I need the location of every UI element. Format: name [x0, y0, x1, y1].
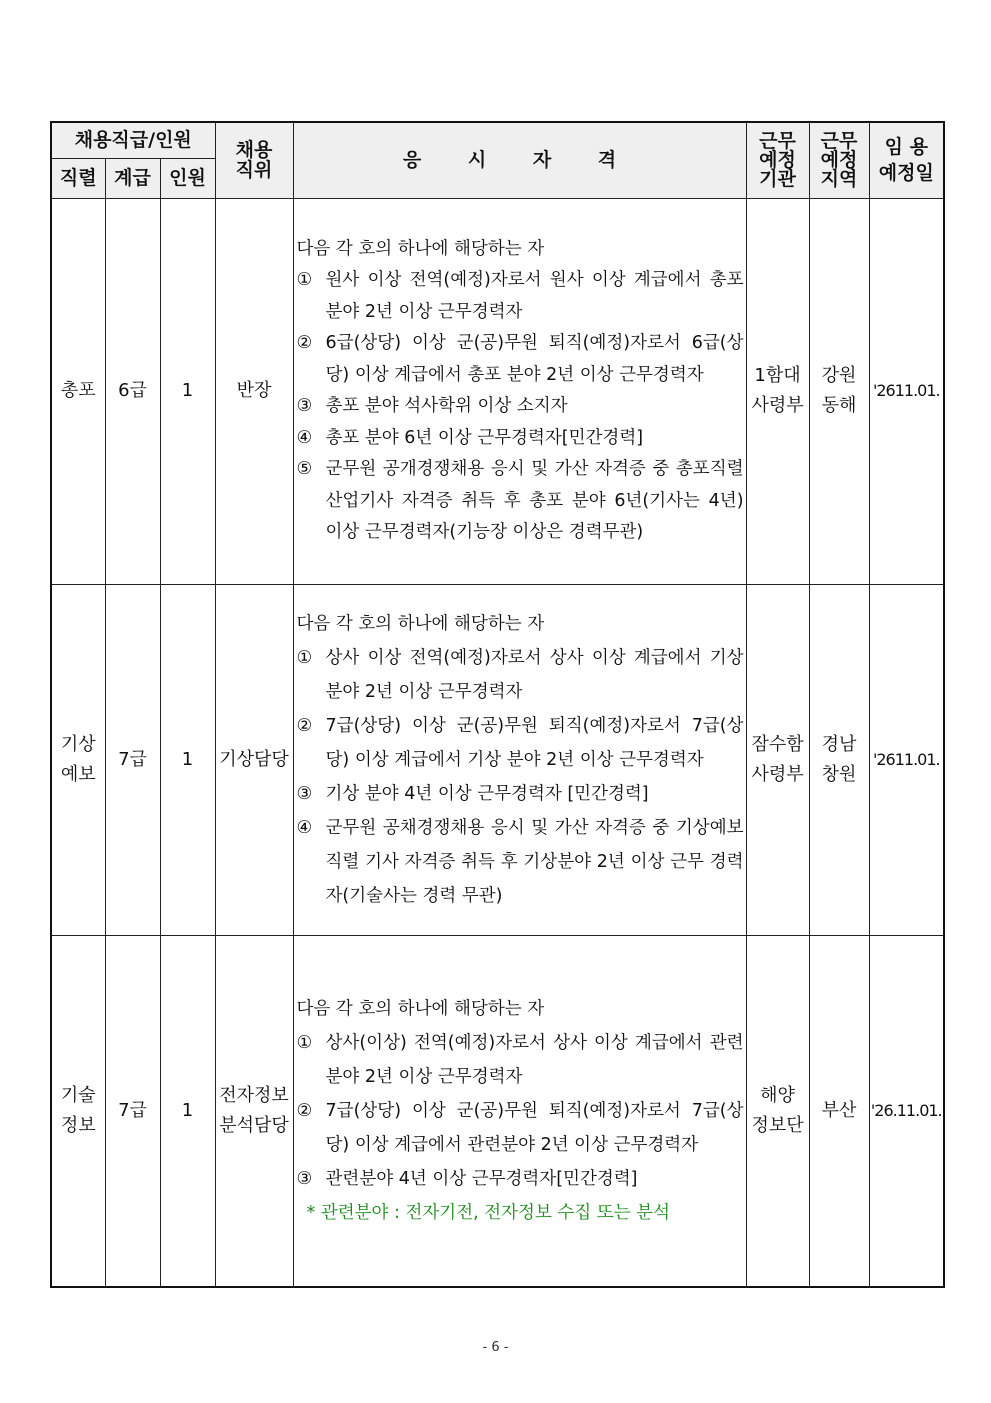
- header-region: 근무 예정 지역: [809, 122, 869, 198]
- header-date: 임 용 예정일: [869, 122, 944, 198]
- count-cell: 1: [160, 935, 215, 1287]
- qualification-item: ④ 군무원 공채경쟁채용 응시 및 가산 자격증 중 기상예보 직렬 기사 자격증 취득 후 기상분야 2년 이상 근무 경력자(기술사는 경력 무관): [296, 817, 744, 906]
- org-cell: 잠수함 사령부: [746, 584, 809, 935]
- qualification-cell: [293, 198, 746, 584]
- region-cell: 부산: [809, 935, 869, 1287]
- qualification-intro: 다음 각 호의 하나에 해당하는 자: [296, 238, 545, 259]
- header-group: 채용직급/인원: [51, 122, 215, 158]
- date-cell: '2611.01.: [869, 584, 944, 935]
- grade-cell: 7급: [105, 935, 160, 1287]
- qualification-item: ② 7급(상당) 이상 군(공)무원 퇴직(예정)자로서 7급(상당) 이상 계급에서 기상 분야 2년 이상 근무경력자: [296, 715, 744, 770]
- qualification-cell: [293, 584, 746, 935]
- qualification-item: ③ 관련분야 4년 이상 근무경력자[민간경력]: [296, 1168, 638, 1189]
- table-row: [51, 584, 944, 935]
- series-cell: 총포: [51, 198, 105, 584]
- position-cell: 반장: [215, 198, 293, 584]
- qualification-item: ③ 총포 분야 석사학위 이상 소지자: [296, 396, 568, 416]
- series-cell: 기상 예보: [51, 584, 105, 935]
- header-grade: 계급: [105, 158, 160, 198]
- position-cell: 전자정보 분석담당: [215, 935, 293, 1287]
- page-number: - 6 -: [482, 1340, 509, 1355]
- qualification-item: ③ 기상 분야 4년 이상 근무경력자 [민간경력]: [296, 783, 649, 804]
- qualification-item: ① 상사(이상) 전역(예정)자로서 상사 이상 계급에서 관련분야 2년 이상 근무경력자: [296, 1032, 744, 1087]
- qualification-item: ④ 총포 분야 6년 이상 근무경력자[민간경력]: [296, 427, 644, 448]
- header-series: 직렬: [51, 158, 105, 198]
- recruitment-table: [50, 121, 945, 1288]
- grade-cell: 6급: [105, 198, 160, 584]
- count-cell: 1: [160, 584, 215, 935]
- header-count: 인원: [160, 158, 215, 198]
- qualification-note: * 관련분야 : 전자기전, 전자정보 수집 또는 분석: [306, 1202, 670, 1223]
- date-cell: '2611.01.: [869, 198, 944, 584]
- region-cell: 경남 창원: [809, 584, 869, 935]
- header-qualification: 응 시 자 격: [293, 122, 746, 198]
- qualification-item: ② 6급(상당) 이상 군(공)무원 퇴직(예정)자로서 6급(상당) 이상 계급에서 총포 분야 2년 이상 근무경력자: [296, 333, 744, 385]
- table-row: [51, 935, 944, 1287]
- position-cell: 기상담당: [215, 584, 293, 935]
- qualification-item: ② 7급(상당) 이상 군(공)무원 퇴직(예정)자로서 7급(상당) 이상 계급에서 관련분야 2년 이상 근무경력자: [296, 1100, 744, 1155]
- date-cell: '26.11.01.: [869, 935, 944, 1287]
- qualification-item: ① 원사 이상 전역(예정)자로서 원사 이상 계급에서 총포 분야 2년 이상 근무경력자: [296, 270, 744, 322]
- org-cell: 해양 정보단: [746, 935, 809, 1287]
- qualification-intro: 다음 각 호의 하나에 해당하는 자: [296, 998, 545, 1019]
- qualification-item: ⑤ 군무원 공개경쟁채용 응시 및 가산 자격증 중 총포직렬 산업기사 자격증 취득 후 총포 분야 6년(기사는 4년) 이상 근무경력자(기능장 이상은 경력무관): [296, 459, 744, 542]
- header-position: 채용 직위: [215, 122, 293, 198]
- grade-cell: 7급: [105, 584, 160, 935]
- count-cell: 1: [160, 198, 215, 584]
- qualification-cell: [293, 935, 746, 1287]
- series-cell: 기술 정보: [51, 935, 105, 1287]
- table-row: [51, 198, 944, 584]
- org-cell: 1함대 사령부: [746, 198, 809, 584]
- header-org: 근무 예정 기관: [746, 122, 809, 198]
- qualification-item: ① 상사 이상 전역(예정)자로서 상사 이상 계급에서 기상분야 2년 이상 근무경력자: [296, 647, 744, 702]
- qualification-intro: 다음 각 호의 하나에 해당하는 자: [296, 613, 545, 634]
- region-cell: 강원 동해: [809, 198, 869, 584]
